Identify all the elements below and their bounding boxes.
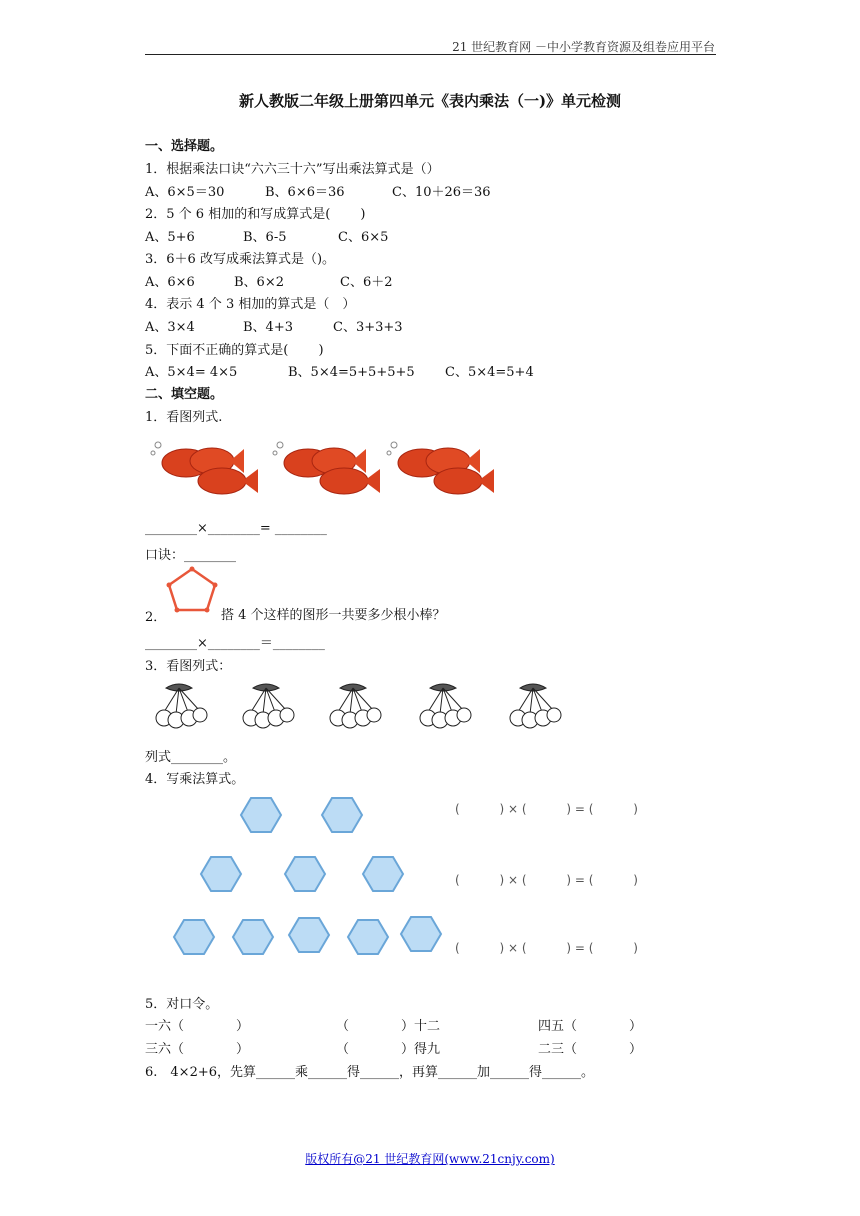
page-header: 21 世纪教育网 －中小学教育资源及组卷应用平台 <box>452 40 715 54</box>
q5-option-a: A、5×4= 4×5 <box>145 365 238 380</box>
fish-group-3 <box>384 435 499 500</box>
cherry-icon <box>510 684 561 728</box>
fill-q2-text: 搭 4 个这样的图形一共要多少根小棒？ <box>221 608 446 623</box>
hexagon-icon <box>363 857 403 891</box>
fish-icon <box>434 468 494 494</box>
q1-option-b: B、6×6＝36 <box>265 185 345 200</box>
fill-q5-label: 5．对口令。 <box>145 997 219 1012</box>
fish-icon <box>320 468 380 494</box>
koujue-cell: 一六（ ） <box>145 1019 250 1034</box>
pentagon-icon <box>165 565 220 615</box>
fill-q3-formula: 列式________。 <box>145 750 237 765</box>
q2-option-a: A、5+6 <box>145 230 195 245</box>
section-heading-fill: 二、填空题。 <box>145 387 224 402</box>
question-2: 2．5 个 6 相加的和写成算式是( ) <box>145 207 366 222</box>
q1-option-a: A、6×5＝30 <box>145 185 225 200</box>
q3-option-a: A、6×6 <box>145 275 195 290</box>
question-1: 1．根据乘法口诀“六六三十六”写出乘法算式是（） <box>145 162 440 177</box>
q1-option-c: C、10＋26＝36 <box>392 185 491 200</box>
fish-group-2 <box>270 435 385 500</box>
hexagon-formula-row-2: ( ) × ( ) = ( ) <box>455 873 638 887</box>
question-3: 3．6＋6 改写成乘法算式是（)。 <box>145 252 336 267</box>
koujue-cell: 三六（ ） <box>145 1042 250 1057</box>
cherry-icon <box>420 684 471 728</box>
fill-q4-label: 4．写乘法算式。 <box>145 772 245 787</box>
koujue-cell: 二三（ ） <box>538 1042 643 1057</box>
fill-q3-label: 3．看图列式： <box>145 659 232 674</box>
fill-q2-number: 2． <box>145 610 167 625</box>
cherry-icon <box>330 684 381 728</box>
cherry-row <box>154 680 584 732</box>
fill-q1-formula: ________×________= ________ <box>145 521 327 536</box>
q3-option-b: B、6×2 <box>234 275 284 290</box>
hexagon-icon <box>322 798 362 832</box>
q4-option-c: C、3+3+3 <box>333 320 403 335</box>
fill-q2-formula: ________×________＝________ <box>145 636 325 651</box>
hexagon-icon <box>201 857 241 891</box>
hexagon-icon <box>348 920 388 954</box>
question-5: 5．下面不正确的算式是( ) <box>145 343 324 358</box>
q2-option-c: C、6×5 <box>338 230 389 245</box>
cherry-icon <box>243 684 294 728</box>
hexagon-figure <box>170 790 450 970</box>
section-heading-choice: 一、选择题。 <box>145 139 224 154</box>
hexagon-formula-row-3: ( ) × ( ) = ( ) <box>455 941 638 955</box>
hexagon-icon <box>174 920 214 954</box>
q4-option-a: A、3×4 <box>145 320 195 335</box>
question-4: 4．表示 4 个 3 相加的算式是（ ） <box>145 297 356 312</box>
fish-group-1 <box>148 435 263 500</box>
header-rule <box>145 54 716 55</box>
hexagon-formula-row-1: ( ) × ( ) = ( ) <box>455 802 638 816</box>
hexagon-icon <box>289 918 329 952</box>
fill-q6: 6. 4×2+6，先算______乘______得______，再算______加______得______。 <box>145 1065 595 1080</box>
fill-q1-label: 1．看图列式. <box>145 410 223 425</box>
document-title: 新人教版二年级上册第四单元《表内乘法（一)》单元检测 <box>238 92 622 110</box>
copyright-link[interactable]: 版权所有@21 世纪教育网(www.21cnjy.com) <box>305 1152 555 1166</box>
koujue-cell: （ ）十二 <box>336 1019 441 1034</box>
koujue-cell: （ ）得九 <box>336 1042 441 1057</box>
q5-option-b: B、5×4=5+5+5+5 <box>288 365 415 380</box>
cherry-icon <box>156 684 207 728</box>
hexagon-icon <box>241 798 281 832</box>
koujue-cell: 四五（ ） <box>538 1019 643 1034</box>
q2-option-b: B、6-5 <box>243 230 287 245</box>
hexagon-icon <box>285 857 325 891</box>
fill-q1-koujue: 口诀：________ <box>145 548 237 563</box>
hexagon-icon <box>401 917 441 951</box>
hexagon-icon <box>233 920 273 954</box>
q3-option-c: C、6＋2 <box>340 275 393 290</box>
q4-option-b: B、4+3 <box>243 320 293 335</box>
fish-icon <box>198 468 258 494</box>
q5-option-c: C、5×4=5+4 <box>445 365 534 380</box>
